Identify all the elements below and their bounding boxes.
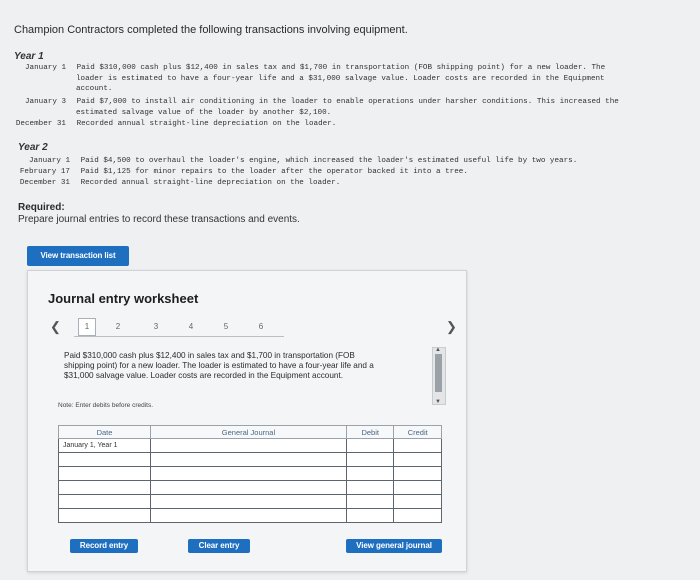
transaction-text: estimated salvage value of the loader by another $2,100. — [76, 108, 332, 117]
column-header-date: Date — [59, 426, 151, 439]
required-label: Required: — [18, 202, 65, 213]
column-header-general-journal: General Journal — [150, 426, 346, 439]
table-row — [59, 439, 442, 453]
page-tab-4[interactable]: 4 — [188, 322, 194, 331]
transaction-description-box — [56, 347, 446, 403]
debit-input[interactable] — [346, 495, 393, 509]
table-row — [59, 481, 442, 495]
description-scrollbar[interactable] — [432, 347, 446, 405]
page-tab-2[interactable]: 2 — [115, 322, 121, 331]
year-2-transaction-dec-31 — [18, 178, 340, 189]
transaction-text: Recorded annual straight-line depreciation on the loader. — [80, 179, 341, 187]
transaction-date: December 31 — [15, 120, 66, 128]
credit-input[interactable] — [394, 453, 442, 467]
scroll-up-icon[interactable]: ▲ — [435, 347, 441, 353]
general-journal-input[interactable] — [150, 495, 346, 509]
column-header-credit: Credit — [394, 426, 442, 439]
transaction-text: Paid $1,125 for minor repairs to the loader after the operator backed it into a tree. — [80, 168, 468, 176]
transaction-date: January 1 — [28, 157, 70, 165]
scrollbar-thumb[interactable] — [435, 354, 442, 392]
credit-input[interactable] — [394, 495, 442, 509]
transaction-date: January 1 — [24, 64, 66, 72]
table-row — [59, 495, 442, 509]
transaction-date: January 3 — [24, 98, 66, 106]
debit-input[interactable] — [346, 509, 393, 523]
transaction-text: Paid $7,000 to install air conditioning in the loader to enable operations under harsher conditions. This increased the — [76, 98, 619, 106]
date-cell — [59, 495, 151, 509]
chevron-left-icon[interactable]: ❮ — [50, 319, 61, 334]
year-1-transaction-dec-31 — [14, 119, 336, 130]
debit-input[interactable] — [346, 467, 393, 481]
page-tab-1[interactable]: 1 — [78, 318, 96, 336]
journal-entry-worksheet — [27, 270, 467, 572]
date-cell — [59, 467, 151, 481]
chevron-right-icon[interactable]: ❯ — [446, 319, 457, 334]
general-journal-input[interactable] — [150, 467, 346, 481]
transaction-text: Paid $4,500 to overhaul the loader's engine, which increased the loader's estimated useful life by two years. — [80, 157, 578, 165]
transaction-text: account. — [76, 85, 113, 93]
table-row — [59, 453, 442, 467]
debit-input[interactable] — [346, 439, 393, 453]
credit-input[interactable] — [394, 481, 442, 495]
date-cell: January 1, Year 1 — [59, 439, 151, 453]
transaction-text: Recorded annual straight-line depreciation on the loader. — [76, 120, 337, 128]
date-cell — [59, 481, 151, 495]
credit-input[interactable] — [394, 509, 442, 523]
credit-input[interactable] — [394, 467, 442, 481]
clear-entry-button[interactable]: Clear entry — [188, 539, 250, 553]
page-tab-3[interactable]: 3 — [153, 322, 159, 331]
year-2-label: Year 2 — [18, 142, 48, 153]
general-journal-input[interactable] — [150, 481, 346, 495]
table-row — [59, 509, 442, 523]
worksheet-pager — [50, 319, 457, 337]
general-journal-input[interactable] — [150, 453, 346, 467]
view-transaction-list-button[interactable]: View transaction list — [27, 246, 129, 266]
year-2-transaction-jan-1 — [18, 156, 577, 167]
debit-input[interactable] — [346, 453, 393, 467]
general-journal-input[interactable] — [150, 439, 346, 453]
page-title: Champion Contractors completed the following transactions involving equipment. — [14, 24, 408, 36]
journal-table — [58, 425, 442, 523]
scroll-down-icon[interactable]: ▼ — [435, 399, 441, 405]
transaction-date: December 31 — [19, 179, 70, 187]
year-1-transaction-jan-3 — [14, 97, 619, 117]
pager-underline — [74, 336, 284, 337]
page-tab-6[interactable]: 6 — [258, 322, 264, 331]
date-cell — [59, 453, 151, 467]
transaction-text: Paid $310,000 cash plus $12,400 in sales tax and $1,700 in transportation (FOB shipping point) for a new loader. The — [76, 64, 606, 72]
credit-input[interactable] — [394, 439, 442, 453]
general-journal-input[interactable] — [150, 509, 346, 523]
column-header-debit: Debit — [346, 426, 393, 439]
debit-input[interactable] — [346, 481, 393, 495]
required-text: Prepare journal entries to record these transactions and events. — [18, 214, 300, 225]
view-general-journal-button[interactable]: View general journal — [346, 539, 442, 553]
year-1-label: Year 1 — [14, 51, 44, 62]
record-entry-button[interactable]: Record entry — [70, 539, 138, 553]
transaction-date: February 17 — [19, 168, 70, 176]
table-row — [59, 467, 442, 481]
transaction-description: Paid $310,000 cash plus $12,400 in sales tax and $1,700 in transportation (FOB shipping point) for a new loader. The loader is estimated to have a four-year life and a $31,000 salvage value. Loader costs are recorded in the Equipment account. — [64, 351, 374, 380]
year-1-transaction-jan-1 — [14, 63, 606, 93]
year-2-transaction-feb-17 — [18, 167, 468, 178]
note-text: Note: Enter debits before credits. — [58, 402, 154, 409]
worksheet-title: Journal entry worksheet — [48, 291, 199, 306]
date-cell — [59, 509, 151, 523]
page-tab-5[interactable]: 5 — [223, 322, 229, 331]
transaction-text: loader is estimated to have a four-year life and a $31,000 salvage value. Loader costs are recorded in the Equipment — [76, 74, 605, 83]
